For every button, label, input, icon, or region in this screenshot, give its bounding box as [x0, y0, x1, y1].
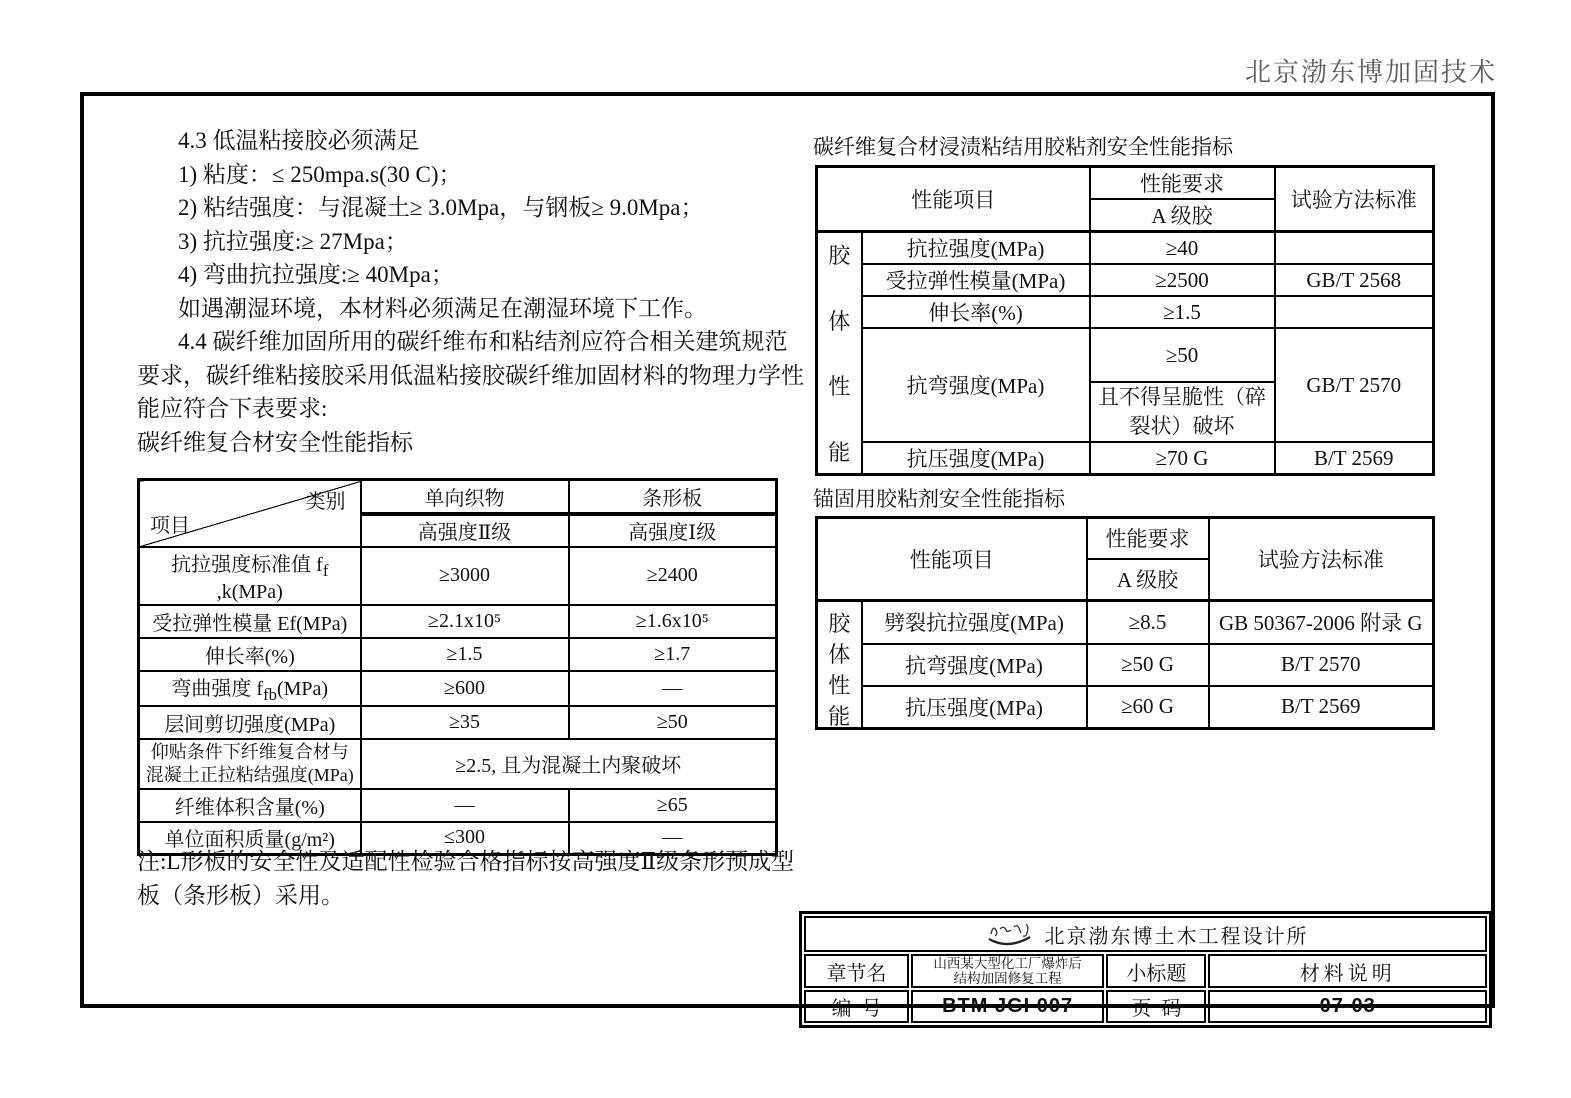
cell-requirement: ≥70 G — [1090, 442, 1275, 475]
intro-line: 如遇潮湿环境，本材料必须满足在潮湿环境下工作。 — [178, 295, 707, 321]
cell-value: ≥35 — [361, 706, 569, 739]
chapter-value — [911, 954, 1104, 988]
company-name: 北京渤东博土木工程设计所 — [1044, 925, 1309, 948]
cell-requirement-top: ≥50 — [1090, 328, 1275, 382]
group-char: 体 — [828, 641, 851, 667]
cell-value: ≥1.6x10⁵ — [569, 605, 777, 638]
anchor-table-title: 锚固用胶粘剂安全性能指标 — [813, 487, 1065, 511]
cell-value: — — [361, 789, 569, 822]
cell-requirement-bottom: 且不得呈脆性（碎裂状）破坏 — [1090, 382, 1275, 442]
cell-requirement: ≥60 G — [1087, 686, 1209, 729]
row-label: 单位面积质量(g/m²) — [139, 822, 361, 855]
cell-standard — [1275, 296, 1434, 328]
intro-line: 4.4 碳纤维加固所用的碳纤维布和粘结剂应符合相关建筑规范 — [178, 329, 788, 354]
page-value: 07-03 — [1208, 990, 1487, 1023]
cell-standard: GB/T 2570 — [1275, 328, 1434, 442]
cell-standard: GB/T 2568 — [1275, 264, 1434, 296]
cell-requirement: ≥1.5 — [1090, 296, 1275, 328]
cell-value: — — [569, 671, 777, 706]
row-label: 伸长率(%) — [862, 296, 1090, 328]
corner-cell — [139, 480, 361, 547]
title-block-container — [799, 911, 1492, 1028]
cell-value: ≤300 — [361, 822, 569, 855]
note-line: 板（条形板）采用。 — [137, 883, 344, 908]
row-label: 抗弯强度(MPa) — [862, 644, 1087, 686]
corner-category-label: 类别 — [305, 491, 346, 513]
intro-line: 3) 抗拉强度:≥ 27Mpa； — [178, 228, 408, 254]
group-label-cell — [817, 232, 862, 475]
cell-value: — — [569, 822, 777, 855]
cell-value: ≥65 — [569, 789, 777, 822]
brand-header: 北京渤东博加固技术 — [1244, 58, 1497, 87]
cell-value: ≥2.1x10⁵ — [361, 605, 569, 638]
row-label: 受拉弹性模量 Ef(MPa) — [139, 605, 361, 638]
cell-value: ≥1.5 — [361, 638, 569, 671]
cfrp-safety-table — [137, 478, 778, 856]
intro-line: 要求，碳纤维粘接胶采用低温粘接胶碳纤维加固材料的物理力学性 — [137, 362, 804, 388]
header-standard: 试验方法标准 — [1275, 167, 1434, 232]
intro-text-block — [137, 124, 804, 459]
impreg-table — [815, 165, 1435, 476]
row-label: 层间剪切强度(MPa) — [139, 706, 361, 739]
subtitle-value: 材料说明 — [1208, 954, 1487, 988]
cell-requirement: ≥40 — [1090, 232, 1275, 265]
title-block — [799, 911, 1492, 1028]
cell-standard: B/T 2570 — [1209, 644, 1434, 686]
cell-standard: B/T 2569 — [1275, 442, 1434, 475]
cell-value: ≥2400 — [569, 547, 777, 605]
row-label: 受拉弹性模量(MPa) — [862, 264, 1090, 296]
intro-line: 4.3 低温粘接胶必须满足 — [178, 128, 420, 153]
row-label: 抗拉强度标准值 $f_f$ ,k(MPa) — [139, 547, 361, 605]
row-label: 抗拉强度(MPa) — [862, 232, 1090, 265]
corner-item-label: 项目 — [150, 514, 190, 537]
group-char: 胶 — [828, 610, 851, 636]
impreg-table-container — [815, 165, 1435, 476]
group-label — [822, 233, 857, 473]
anchor-table — [815, 516, 1435, 730]
row-label: 纤维体积含量(%) — [139, 789, 361, 822]
chapter-line: 山西某大型化工厂爆炸后 — [933, 956, 1082, 971]
row-label: 仰贴条件下纤维复合材与混凝土正拉粘结强度(MPa) — [139, 739, 361, 789]
intro-line: 1) 粘度：≤ 250mpa.s(30 C)； — [178, 161, 462, 187]
number-label: 编 号 — [804, 990, 909, 1023]
anchor-table-container — [815, 516, 1435, 730]
header-requirement: 性能要求 — [1090, 167, 1275, 200]
header-standard: 试验方法标准 — [1209, 518, 1434, 601]
table-note — [137, 845, 794, 913]
header-requirement: 性能要求 — [1087, 518, 1209, 559]
row-label: 弯曲强度 $f_{fb}(MPa)$ — [139, 671, 361, 706]
group-char: 胶 — [828, 243, 851, 268]
header-grade-a: A 级胶 — [1087, 559, 1209, 601]
group-label — [822, 603, 857, 727]
cell-requirement: ≥8.5 — [1087, 601, 1209, 644]
group-char: 能 — [828, 703, 851, 729]
cell-value: ≥3000 — [361, 547, 569, 605]
row-label: 抗压强度(MPa) — [862, 686, 1087, 729]
column-header-plate: 条形板 — [569, 480, 777, 514]
cell-value-merged: ≥2.5, 且为混凝土内聚破坏 — [361, 739, 777, 789]
cell-requirement: ≥2500 — [1090, 264, 1275, 296]
column-subheader-grade1: 高强度Ⅰ级 — [569, 514, 777, 547]
cell-value: ≥600 — [361, 671, 569, 706]
impreg-table-title: 碳纤维复合材浸渍粘结用胶粘剂安全性能指标 — [813, 135, 1233, 159]
group-char: 性 — [828, 374, 851, 400]
page-label: 页 码 — [1106, 990, 1206, 1023]
column-header-woven: 单向织物 — [361, 480, 569, 514]
group-label-cell — [817, 601, 862, 729]
cell-standard: GB 50367-2006 附录 G — [1209, 601, 1434, 644]
cell-value: ≥50 — [569, 706, 777, 739]
chapter-label: 章节名 — [804, 954, 909, 988]
intro-line: 能应符合下表要求: — [137, 396, 328, 421]
header-item: 性能项目 — [817, 518, 1087, 601]
column-subheader-grade2: 高强度Ⅱ级 — [361, 514, 569, 547]
cell-value: ≥1.7 — [569, 638, 777, 671]
note-line: 注:L形板的安全性及适配性检验合格指标按高强度Ⅱ级条形预成型 — [137, 849, 795, 874]
header-item: 性能项目 — [817, 167, 1090, 232]
company-cell — [804, 916, 1487, 952]
intro-line: 4) 弯曲抗拉强度:≥ 40Mpa； — [178, 262, 454, 287]
cfrp-table-title: 碳纤维复合材安全性能指标 — [137, 429, 413, 455]
number-value: BTM JGI 007 — [911, 990, 1104, 1023]
cell-standard — [1275, 232, 1434, 265]
company-logo-icon — [983, 920, 1035, 948]
header-grade-a: A 级胶 — [1090, 199, 1275, 232]
row-label: 抗压强度(MPa) — [862, 442, 1090, 475]
cfrp-safety-table-container — [137, 478, 778, 856]
row-label: 劈裂抗拉强度(MPa) — [862, 601, 1087, 644]
row-label: 抗弯强度(MPa) — [862, 328, 1090, 442]
group-char: 体 — [828, 308, 851, 334]
intro-line: 2) 粘结强度：与混凝土≥ 3.0Mpa，与钢板≥ 9.0Mpa； — [178, 195, 704, 220]
cell-requirement: ≥50 G — [1087, 644, 1209, 686]
subtitle-label: 小标题 — [1106, 954, 1206, 988]
row-label: 伸长率(%) — [139, 638, 361, 671]
cell-standard: B/T 2569 — [1209, 686, 1434, 729]
chapter-line: 结构加固修复工程 — [953, 971, 1062, 986]
group-char: 能 — [828, 439, 851, 465]
group-char: 性 — [828, 672, 851, 698]
